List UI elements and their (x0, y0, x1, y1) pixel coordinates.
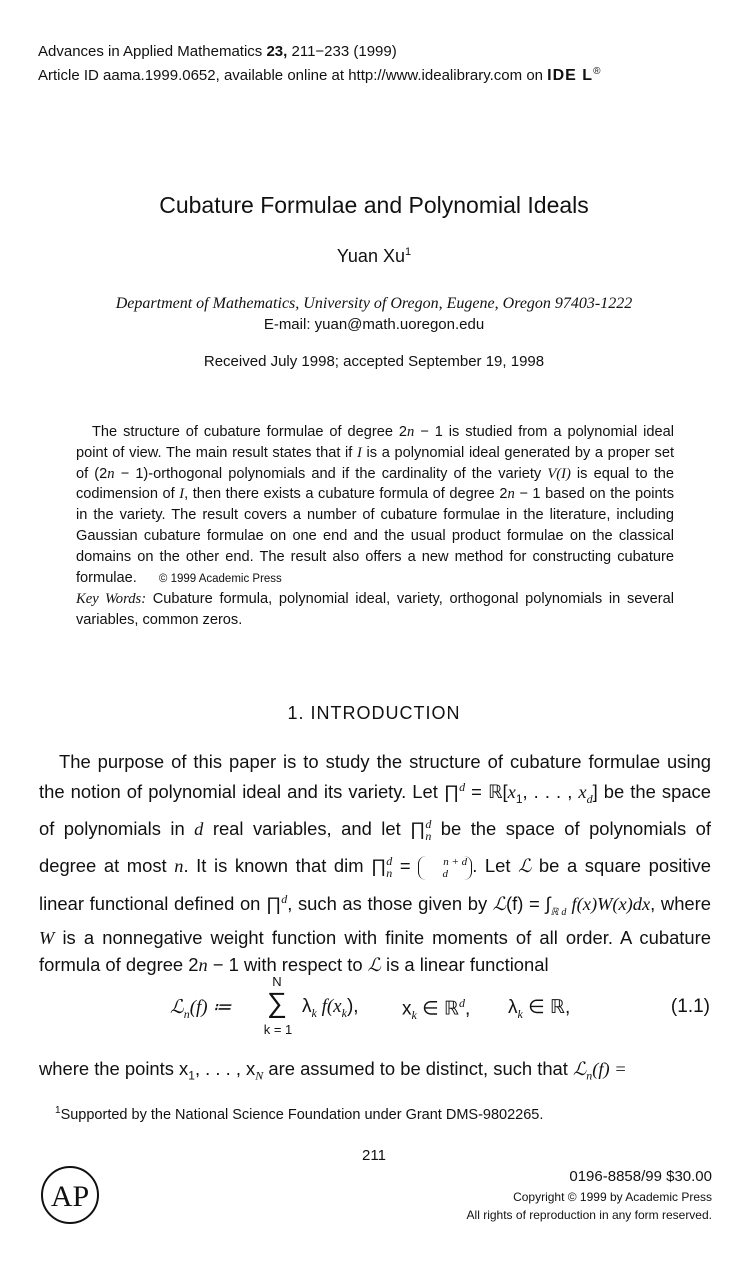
journal-pages-year: 211−233 (1999) (291, 43, 397, 60)
math-functional: ℒ (573, 1059, 587, 1079)
ideal-registered-mark: ® (593, 66, 601, 77)
math-text: = (392, 855, 419, 877)
author-line (0, 246, 748, 267)
article-id: Article ID aama.1999.0652, available online at http://www.idealibrary.com on (38, 67, 543, 84)
math-sup: d (386, 854, 393, 869)
sum-symbol: ∑ (267, 987, 287, 1018)
abstract-text: , then there exists a cubature formula of degree 2 (184, 486, 508, 503)
section-heading: 1. INTRODUCTION (287, 703, 461, 723)
math-sup: d (459, 779, 466, 794)
math-sub: 1 (188, 1068, 195, 1083)
abstract (76, 422, 674, 631)
journal-volume: 23, (266, 43, 288, 60)
article-id-line (38, 62, 600, 86)
body-text: is a nonnegative weight function with finite moments of all order. A cubature formula of degree 2 (39, 927, 711, 975)
keywords-label: Key Words: (76, 591, 147, 608)
publisher-copyright: Copyright © 1999 by Academic Press (513, 1190, 712, 1204)
equation-body (302, 996, 359, 1021)
math-sub: n (586, 1068, 593, 1083)
math-variety: V(I) (547, 465, 571, 482)
abstract-text: − 1 based on the points in the variety. The result covers a number of cubature formulae in the literature, including Gaussian cubature formulae on one end and the usual product formulae on the classical domains on the other end. The result also offers a new method for constructing cubature formulae. (76, 486, 674, 586)
ap-logo-letters: AP (50, 1180, 90, 1213)
page-number: 211 (362, 1147, 386, 1164)
math-n: n (107, 465, 115, 482)
abstract-copyright: © 1999 Academic Press (158, 572, 282, 585)
math-text: , . . . , (522, 780, 579, 802)
math-prod: ∏ (266, 892, 282, 914)
math-lambda: λ (302, 996, 312, 1017)
math-n: n (198, 954, 208, 975)
body-text: are assumed to be distinct, such that (263, 1058, 574, 1079)
binomial-top: n + d (443, 855, 468, 868)
keywords: Cubature formula, polynomial ideal, variety, orthogonal polynomials in several variables, common zeros. (76, 591, 674, 629)
math-text: ∈ ℝ, (522, 997, 571, 1018)
math-lambda: λ (508, 997, 518, 1018)
math-sub: k (311, 1005, 317, 1020)
math-n: n (174, 856, 184, 877)
math-sub: n (183, 1006, 190, 1021)
math-text: ∈ ℝ (416, 998, 459, 1020)
math-sub: N (255, 1068, 264, 1083)
footnote-text: Supported by the National Science Foundation under Grant DMS-9802265. (60, 1106, 544, 1123)
affiliation: Department of Mathematics, University of Oregon, Eugene, Oregon 97403-1222 (115, 295, 633, 312)
math-sub: n (425, 828, 432, 843)
math-sup: d (425, 816, 432, 831)
after-equation-line (39, 1056, 711, 1089)
body-text: , where (650, 892, 712, 914)
math-functional: ℒ (170, 997, 184, 1018)
body-text: . Let (472, 855, 519, 877)
math-i: I (357, 444, 362, 461)
body-text: The purpose of this paper is to study the structure of cubature formulae using the notion of polynomial ideal and its variety. Let (39, 751, 711, 802)
body-text: ] be the space of polynomials in (39, 780, 711, 840)
math-sub: k (411, 1008, 417, 1023)
math-x: x (402, 998, 412, 1020)
math-prod: ∏ (410, 818, 426, 840)
abstract-text: − 1 is studied from a polynomial ideal point of view. The main result states that if (76, 424, 674, 461)
equation-condition-x (402, 996, 470, 1023)
math-sup: d (281, 891, 288, 906)
math-prod: ∏ (371, 855, 387, 877)
abstract-text: is a polynomial ideal generated by a proper set of (2 (76, 444, 674, 482)
math-text: (f) ≔ (189, 997, 232, 1018)
ap-logo-icon (40, 1165, 100, 1225)
math-text: (f) = (592, 1059, 627, 1079)
equation-number: (1.1) (670, 996, 710, 1017)
body-text: , . . . , x (194, 1058, 256, 1079)
body-text: be a square positive linear functional defined on (39, 855, 711, 914)
math-sub: k (341, 1005, 347, 1020)
body-text: , such as those given by (287, 892, 493, 914)
body-text: be the space of polynomials of degree at most (39, 818, 711, 877)
math-functional: ℒ (518, 856, 532, 877)
math-sub: 1 (515, 791, 523, 806)
reproduction-rights: All rights of reproduction in any form reserved. (466, 1208, 712, 1222)
sum-upper: N (272, 974, 282, 989)
ideal-logo: IDE L (547, 67, 594, 84)
math-sub: n (386, 866, 393, 881)
body-text: − 1 with respect to (207, 953, 368, 975)
abstract-text: The structure of cubature formulae of degree 2 (92, 424, 407, 440)
author-name: Yuan Xu (336, 246, 405, 266)
footnote (55, 1105, 543, 1123)
binomial-bottom: d (442, 867, 448, 880)
footnote-mark: 1 (55, 1105, 61, 1116)
equation-1-1 (170, 974, 710, 1040)
math-n: n (407, 424, 415, 440)
issn-price: 0196-8858/99 $30.00 (569, 1168, 712, 1185)
math-text: , (464, 998, 471, 1020)
math-i: I (179, 486, 185, 503)
abstract-text: is equal to the codimension of (76, 465, 674, 503)
math-sub: k (517, 1006, 523, 1021)
math-d: d (194, 819, 204, 840)
math-text: ), (346, 996, 359, 1017)
math-n: n (507, 486, 515, 503)
math-x: x (578, 781, 587, 802)
body-text: . It is known that dim (183, 855, 372, 877)
body-text: is a linear functional (380, 953, 549, 975)
binomial (418, 856, 472, 880)
math-x: x (507, 781, 516, 802)
academic-press-logo (40, 1165, 100, 1225)
math-functional: ℒ (492, 893, 507, 914)
author-footnote-mark: 1 (404, 246, 412, 258)
body-text: real variables, and let (203, 818, 411, 840)
math-sub: d (586, 791, 593, 806)
paper-title: Cubature Formulae and Polynomial Ideals (159, 192, 589, 218)
math-text: f(x (316, 996, 342, 1017)
abstract-text: − 1)-orthogonal polynomials and if the cardinality of the variety (114, 465, 548, 482)
sum-lower: k = 1 (263, 1022, 293, 1037)
math-text: = ℝ[ (465, 780, 508, 802)
body-text: where the points x (39, 1058, 189, 1079)
math-sub: ℝ d (550, 906, 567, 918)
received-dates: Received July 1998; accepted September 19, 1998 (203, 353, 545, 370)
math-functional: ℒ (367, 954, 381, 975)
math-w: W (39, 928, 55, 949)
math-integrand: f(x)W(x)dx (566, 893, 651, 914)
math-prod: ∏ (443, 780, 460, 802)
math-text: (f) = ∫ (506, 892, 551, 914)
journal-header (38, 42, 397, 62)
equation-lhs (170, 996, 231, 1022)
email: E-mail: yuan@math.uoregon.edu (263, 316, 485, 333)
math-sup: d (458, 996, 465, 1010)
intro-paragraph (39, 749, 711, 978)
journal-name: Advances in Applied Mathematics (38, 43, 263, 60)
equation-condition-lambda (508, 996, 570, 1022)
